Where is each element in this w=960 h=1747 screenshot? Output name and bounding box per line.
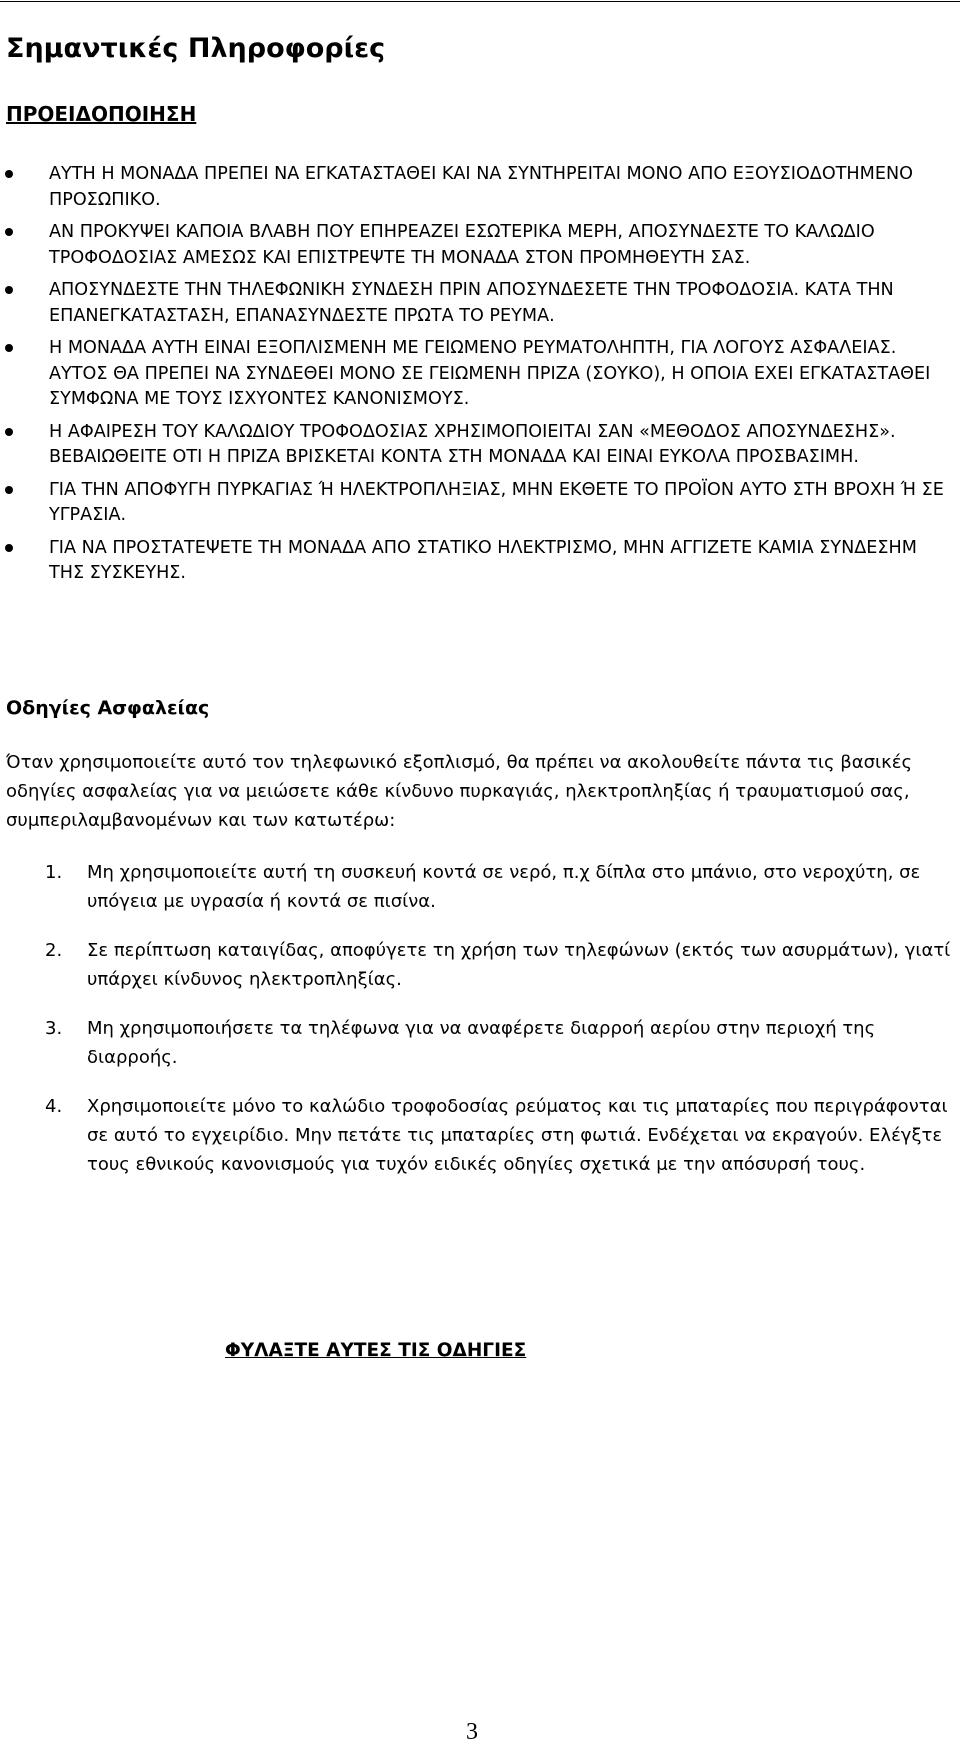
safety-intro: Όταν χρησιμοποιείτε αυτό τον τηλεφωνικό εξοπλισμό, θα πρέπει να ακολουθείτε πάντα τις βασικές οδηγίες ασφαλείας για να μειώσετε κάθε κίνδυνο πυρκαγιάς, ηλεκτροπληξίας ή τραυματισμού σας, συμπεριλαμβανομένων και των κατωτέρω: xyxy=(6,752,913,831)
rule-number: 2. xyxy=(45,940,63,961)
warning-text: ΓΙΑ ΤΗΝ ΑΠΟΦΥΓΗ ΠΥΡΚΑΓΙΑΣ Ή ΗΛΕΚΤΡΟΠΛΗΞΙΑΣ, ΜΗΝ ΕΚΘΕΤΕ ΤΟ ΠΡΟΪΟΝ ΑΥΤΟ ΣΤΗ ΒΡΟΧΗ Ή ΣΕ ΥΓΡΑΣΙΑ. xyxy=(49,479,944,525)
bullet-icon xyxy=(5,170,13,178)
warning-text: ΑΥΤΗ Η ΜΟΝΑΔΑ ΠΡΕΠΕΙ ΝΑ ΕΓΚΑΤΑΣΤΑΘΕΙ ΚΑΙ ΝΑ ΣΥΝΤΗΡΕΙΤΑΙ ΜΟΝΟ ΑΠΟ ΕΞΟΥΣΙΟΔΟΤΗΜΕΝΟ ΠΡΟΣΩΠΙΚΟ. xyxy=(49,164,913,210)
warning-item xyxy=(0,220,945,271)
rule-number: 3. xyxy=(45,1018,63,1039)
bullet-icon xyxy=(5,228,13,236)
safety-heading: Οδηγίες Ασφαλείας xyxy=(6,697,210,719)
page-title: Σημαντικές Πληροφορίες xyxy=(6,33,386,64)
closing-note: ΦΥΛΑΞΤΕ ΑΥΤΕΣ ΤΙΣ ΟΔΗΓΙΕΣ xyxy=(225,1340,527,1361)
rule-text: Μη χρησιμοποιήσετε τα τηλέφωνα για να αναφέρετε διαρροή αερίου στην περιοχή της διαρροής. xyxy=(87,1018,876,1068)
bullet-icon xyxy=(5,428,13,436)
safety-rule xyxy=(0,936,955,994)
warning-item xyxy=(0,162,945,213)
warning-text: Η ΜΟΝΑΔΑ ΑΥΤΗ ΕΙΝΑΙ ΕΞΟΠΛΙΣΜΕΝΗ ΜΕ ΓΕΙΩΜΕΝΟ ΡΕΥΜΑΤΟΛΗΠΤΗ, ΓΙΑ ΛΟΓΟΥΣ ΑΣΦΑΛΕΙΑΣ. ΑΥΤΟΣ ΘΑ ΠΡΕΠΕΙ ΝΑ ΣΥΝΔΕΘΕΙ ΜΟΝΟ ΣΕ ΓΕΙΩΜΕΝΗ ΠΡΙΖΑ (ΣΟΥΚΟ), Η ΟΠΟΙΑ ΕΧΕΙ ΕΓΚΑΤΑΣΤΑΘΕΙ ΣΥΜΦΩΝΑ ΜΕ ΤΟΥΣ ΙΣΧΥΟΝΤΕΣ ΚΑΝΟΝΙΣΜΟΥΣ. xyxy=(49,338,931,409)
rule-text: Μη χρησιμοποιείτε αυτή τη συσκευή κοντά σε νερό, π.χ δίπλα στο μπάνιο, στο νεροχύτη, σε υπόγεια με υγρασία ή κοντά σε πισίνα. xyxy=(87,862,921,912)
bullet-icon xyxy=(5,544,13,552)
warning-list xyxy=(0,162,945,594)
safety-rules-list xyxy=(0,858,955,1199)
warning-item xyxy=(0,278,945,329)
warning-item xyxy=(0,478,945,529)
safety-rule xyxy=(0,1092,955,1179)
warning-item xyxy=(0,336,945,413)
safety-rule xyxy=(0,1014,955,1072)
warning-item xyxy=(0,536,945,587)
page-number: 3 xyxy=(466,1719,478,1745)
warning-text: ΑΠΟΣΥΝΔΕΣΤΕ ΤΗΝ ΤΗΛΕΦΩΝΙΚΗ ΣΥΝΔΕΣΗ ΠΡΙΝ ΑΠΟΣΥΝΔΕΣΕΤΕ ΤΗΝ ΤΡΟΦΟΔΟΣΙΑ. ΚΑΤΑ ΤΗΝ ΕΠΑΝΕΓΚΑΤΑΣΤΑΣΗ, ΕΠΑΝΑΣΥΝΔΕΣΤΕ ΠΡΩΤΑ ΤΟ ΡΕΥΜΑ. xyxy=(49,280,894,326)
rule-number: 4. xyxy=(45,1096,63,1117)
rule-text: Χρησιμοποιείτε μόνο το καλώδιο τροφοδοσίας ρεύματος και τις μπαταρίες που περιγράφονται σε αυτό το εγχειρίδιο. Μην πετάτε τις μπαταρίες στη φωτιά. Ενδέχεται να εκραγούν. Ελέγξτε τους εθνικούς κανονισμούς για τυχόν ειδικές οδηγίες σχετικά με την απόσυρσή τους. xyxy=(87,1096,948,1175)
rule-text: Σε περίπτωση καταιγίδας, αποφύγετε τη χρήση των τηλεφώνων (εκτός των ασυρμάτων), γιατί υπάρχει κίνδυνος ηλεκτροπληξίας. xyxy=(87,940,951,990)
top-rule xyxy=(0,1,960,2)
warning-text: ΑΝ ΠΡΟΚΥΨΕΙ ΚΑΠΟΙΑ ΒΛΑΒΗ ΠΟΥ ΕΠΗΡΕΑΖΕΙ ΕΣΩΤΕΡΙΚΑ ΜΕΡΗ, ΑΠΟΣΥΝΔΕΣΤΕ ΤΟ ΚΑΛΩΔΙΟ ΤΡΟΦΟΔΟΣΙΑΣ ΑΜΕΣΩΣ ΚΑΙ ΕΠΙΣΤΡΕΨΤΕ ΤΗ ΜΟΝΑΔΑ ΣΤΟΝ ΠΡΟΜΗΘΕΥΤΗ ΣΑΣ. xyxy=(49,222,875,268)
warning-heading: ΠΡΟΕΙΔΟΠΟΙΗΣΗ xyxy=(6,102,197,126)
warning-text: Η ΑΦΑΙΡΕΣΗ ΤΟΥ ΚΑΛΩΔΙΟΥ ΤΡΟΦΟΔΟΣΙΑΣ ΧΡΗΣΙΜΟΠΟΙΕΙΤΑΙ ΣΑΝ «ΜΕΘΟΔΟΣ ΑΠΟΣΥΝΔΕΣΗΣ». ΒΕΒΑΙΩΘΕΙΤΕ ΟΤΙ Η ΠΡΙΖΑ ΒΡΙΣΚΕΤΑΙ ΚΟΝΤΑ ΣΤΗ ΜΟΝΑΔΑ ΚΑΙ ΕΙΝΑΙ ΕΥΚΟΛΑ ΠΡΟΣΒΑΣΙΜΗ. xyxy=(49,421,896,467)
bullet-icon xyxy=(5,286,13,294)
warning-item xyxy=(0,420,945,471)
bullet-icon xyxy=(5,344,13,352)
safety-rule xyxy=(0,858,955,916)
warning-text: ΓΙΑ ΝΑ ΠΡΟΣΤΑΤΕΨΕΤΕ ΤΗ ΜΟΝΑΔΑ ΑΠΟ ΣΤΑΤΙΚΟ ΗΛΕΚΤΡΙΣΜΟ, ΜΗΝ ΑΓΓΙΖΕΤΕ ΚΑΜΙΑ ΣΥΝΔΕΣΗΜ ΤΗΣ ΣΥΣΚΕΥΗΣ. xyxy=(49,537,917,583)
rule-number: 1. xyxy=(45,862,63,883)
bullet-icon xyxy=(5,486,13,494)
